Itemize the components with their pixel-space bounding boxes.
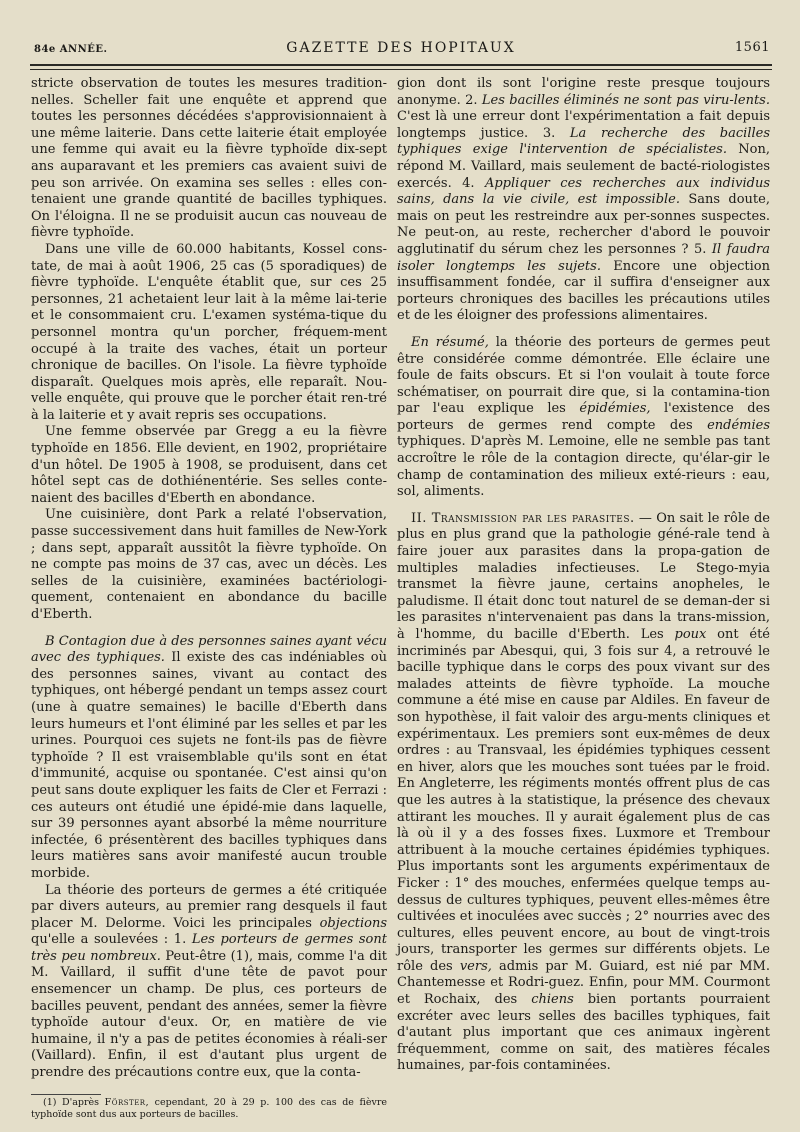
footnote-text [31, 1097, 387, 1121]
paragraph-text: l'existence des porteurs de germes rend compte des [397, 401, 770, 433]
paragraph: stricte observation de toutes les mesures tradition-nelles. Scheller fait une enquête et apprend que toutes les personnes décédées s'approvisionnaient à une même laiterie. Dans cette laiterie était employée une femme qui avait eu la fièvre typhoïde dix-sept ans auparavant et les premiers cas avaient suivi de peu son arrivée. On examina ses selles : elles con-tenaient une grande quantité de bacilles typhiques. On l'éloigna. Il ne se produisit aucun cas nouveau de fièvre typhoïde. [31, 76, 387, 241]
paragraph-text: bien portants pourraient excréter avec leurs selles des bacilles typhiques, fait d'autant plus important que ces animaux ingèrent fréquemment, comme on sait, des matières fécales humaines, par-fois contaminées. [397, 992, 770, 1074]
paragraph [397, 335, 770, 501]
right-column [397, 76, 770, 1075]
emphasis: chiens [531, 992, 574, 1008]
footnote-text-part: cependant, 20 à 29 p. 100 des cas de fièvre typhoïde sont dus aux porteurs de bacilles. [31, 1097, 387, 1120]
paragraph [31, 883, 387, 1082]
footnote-rule [31, 1094, 101, 1095]
paragraph-text: qu'elle a soulevées : 1. [31, 932, 192, 948]
emphasis: poux [674, 627, 707, 642]
paragraph-text: typhiques. D'après M. Lemoine, elle ne semble pas tant accroître le rôle de la contagion directe, qu'élar-gir le champ de contamination des milieux exté-rieurs : eau, sol, aliments. [397, 434, 770, 500]
emphasis: Les bacilles éliminés ne sont pas viru-lents. [481, 92, 770, 108]
paragraph: Une femme observée par Gregg a eu la fièvre typhoïde en 1856. Elle devient, en 1902, propriétaire d'un hôtel. De 1905 à 1908, se produisent, dans cet hôtel sept cas de dothiénentérie. Ses selles conte-naient des bacilles d'Eberth en abondance. [31, 424, 387, 506]
paragraph-text: La théorie des porteurs de germes a été critiquée par divers auteurs, au premier rang desquels il faut placer M. Delorme. Voici les principales [31, 882, 387, 931]
footnote [31, 1097, 387, 1121]
left-column [31, 76, 387, 1082]
header-rule-thick [30, 64, 772, 66]
header-rule-thin [30, 69, 772, 70]
page-number: 1561 [734, 40, 770, 55]
emphasis: Il faudra isoler longtemps les sujets. [397, 241, 770, 274]
volume-label: 84e ANNÉE. [34, 44, 108, 55]
paragraph-text: ont été incriminés par Abesqui, qui, 3 fois sur 4, a retrouvé le bacille typhique dans le corps des poux vivant sur des malades atteints de fièvre typhoïde. La mouche commune a été mise en cause par Aldiles. En faveur de son hypothèse, il fait valoir des argu-ments cliniques et expérimentaux. Les premiers sont eux-mêmes de deux ordres : au Transvaal, les épidémies typhiques cessent en hiver, alors que les mouches sont tuées par le froid. En Angleterre, les régiments montés offrent plus de cas que les autres à la statistique, la présence des chevaux attirant les mouches. Il y aurait également plus de cas là où il y a des fosses fixes. Luxmore et Trembour attribuent à la mouche certaines épidémies typhiques. Plus importants sont les arguments expérimentaux de Ficker : 1° des mouches, enfermées quelque temps au-dessus de cultures typhiques, peuvent elles-mêmes être cultivées et inoculées avec succès ; 2° nourries avec des cultures, elles peuvent encore, au bout de vingt-trois jours, transporter les germes sur différents objets. Le rôle des [397, 627, 770, 974]
paragraph-text: Il existe des cas indéniables où des personnes saines, vivant au contact des typhiques, ont hébergé pendant un temps assez court (une à quatre semaines) le bacille d'Eberth dans leurs humeurs et l'ont éliminé par les selles et par les urines. Pourquoi ces sujets ne font-ils pas de fièvre typhoïde ? Il est vraisemblable qu'ils sont en état d'immunité, acquise ou spontanée. C'est ainsi qu'on peut sans doute expliquer les faits de Cler et Ferrazi : ces auteurs ont étudié une épidé-mie dans laquelle, sur 39 personnes ayant absorbé la même nourriture infectée, 6 présentèrent des bacilles typhiques dans leurs matières sans avoir manifesté aucun trouble morbide. [31, 650, 387, 881]
emphasis: endémies [707, 417, 770, 433]
paragraph-text: admis par M. Guiard, est nié par MM. Chantemesse et Rodri-guez. Enfin, pour MM. Courmont et Rochaix, des [397, 958, 770, 1008]
paragraph: Dans une ville de 60.000 habitants, Kossel cons-tate, de mai à août 1906, 25 cas (5 sporadiques) de fièvre typhoïde. L'enquête établit que, sur ces 25 personnes, 21 achetaient leur lait à la même lai-terie et le consommaient cru. L'examen systéma-tique du personnel montra qu'un porcher, fréquem-ment occupé à la traite des vaches, était un porteur chronique de bacilles. On l'isole. La fièvre typhoïde disparaît. Quelques mois après, elle reparaît. Nou-velle enquête, qui prouve que le porcher était ren-tré à la laiterie et y avait repris ses occupations. [31, 241, 387, 423]
paragraph-text: Sans doute, mais on peut les restreindre aux per-sonnes suspectes. Ne peut-on, au reste, rechercher d'abord le pouvoir agglutinatif du sérum chez les personnes ? 5. [397, 192, 770, 257]
paragraph [31, 634, 387, 883]
journal-title: GAZETTE DES HOPITAUX [286, 40, 516, 56]
paragraph-text: C'est là une erreur dont l'expérimentation a fait depuis longtemps justice. 3. [397, 109, 770, 141]
emphasis: En résumé, [411, 334, 489, 350]
paragraph-text: gion dont ils sont l'origine reste presque toujours anonyme. 2. [397, 76, 770, 108]
emphasis: vers, [459, 958, 492, 974]
emphasis: Appliquer ces recherches aux individus sains, dans la vie civile, est impossible. [397, 175, 770, 208]
emphasis: La recherche des bacilles typhiques exige l'intervention de spécialistes. [397, 125, 770, 158]
section-heading: II. Transmission par les parasites. [411, 510, 635, 526]
section-heading: B Contagion due à des personnes saines ayant vécu avec des typhiques. [31, 633, 387, 666]
paragraph-text: Encore une objection insuffisamment fondée, car il suffira d'enseigner aux porteurs chroniques des bacilles les précautions utiles et de les éloigner des professions alimentaires. [397, 258, 770, 324]
paragraph-text: la théorie des porteurs de germes peut être considérée comme démontrée. Elle éclaire une foule de faits obscurs. Et si l'on voulait à toute force schématiser, on pourrait dire que, si la contamina-tion par l'eau explique les [397, 334, 770, 417]
paragraph-text: Peut-être (1), mais, comme l'a dit M. Vaillard, il suffit d'une tête de pavot pour ensemencer un champ. De plus, ces porteurs de bacilles peuvent, pendant des années, semer la fièvre typhoïde autour d'eux. Or, en matière de vie humaine, il n'y a pas de petites économies à réali-ser (Vaillard). Enfin, il est d'autant plus urgent de prendre des précautions contre eux, que la conta- [31, 948, 387, 1081]
footnote-text-part: (1) D'après [43, 1097, 105, 1108]
emphasis: Les porteurs de germes sont très peu nombreux. [31, 932, 387, 964]
paragraph-text: Non, répond M. Vaillard, mais seulement de bacté-riologistes exercés. 4. [397, 142, 770, 191]
emphasis: épidémies, [579, 401, 651, 417]
page-header [30, 38, 772, 60]
paragraph: Une cuisinière, dont Park a relaté l'observation, passe successivement dans huit familles de New-York ; dans sept, apparaît aussitôt la fièvre typhoïde. On ne compte pas moins de 37 cas, avec un décès. Les selles de la cuisinière, examinées bactériologi-quement, contenaient en abondance du bacille d'Eberth. [31, 507, 387, 622]
emphasis: objections [319, 915, 387, 931]
paragraph [397, 76, 770, 325]
paragraph-text: — On sait le rôle de plus en plus grand que la pathologie géné-rale tend à faire jouer aux parasites dans la propa-gation de multiples maladies infectieuses. Le Stego-myia transmet la fièvre jaune, certains anopheles, le paludisme. Il était donc tout naturel de se deman-der si les parasites n'intervenaient pas dans la trans-mission, à l'homme, du bacille d'Eberth. Les [397, 510, 770, 642]
footnote-author: Förster, [104, 1097, 150, 1108]
paragraph [397, 511, 770, 1075]
